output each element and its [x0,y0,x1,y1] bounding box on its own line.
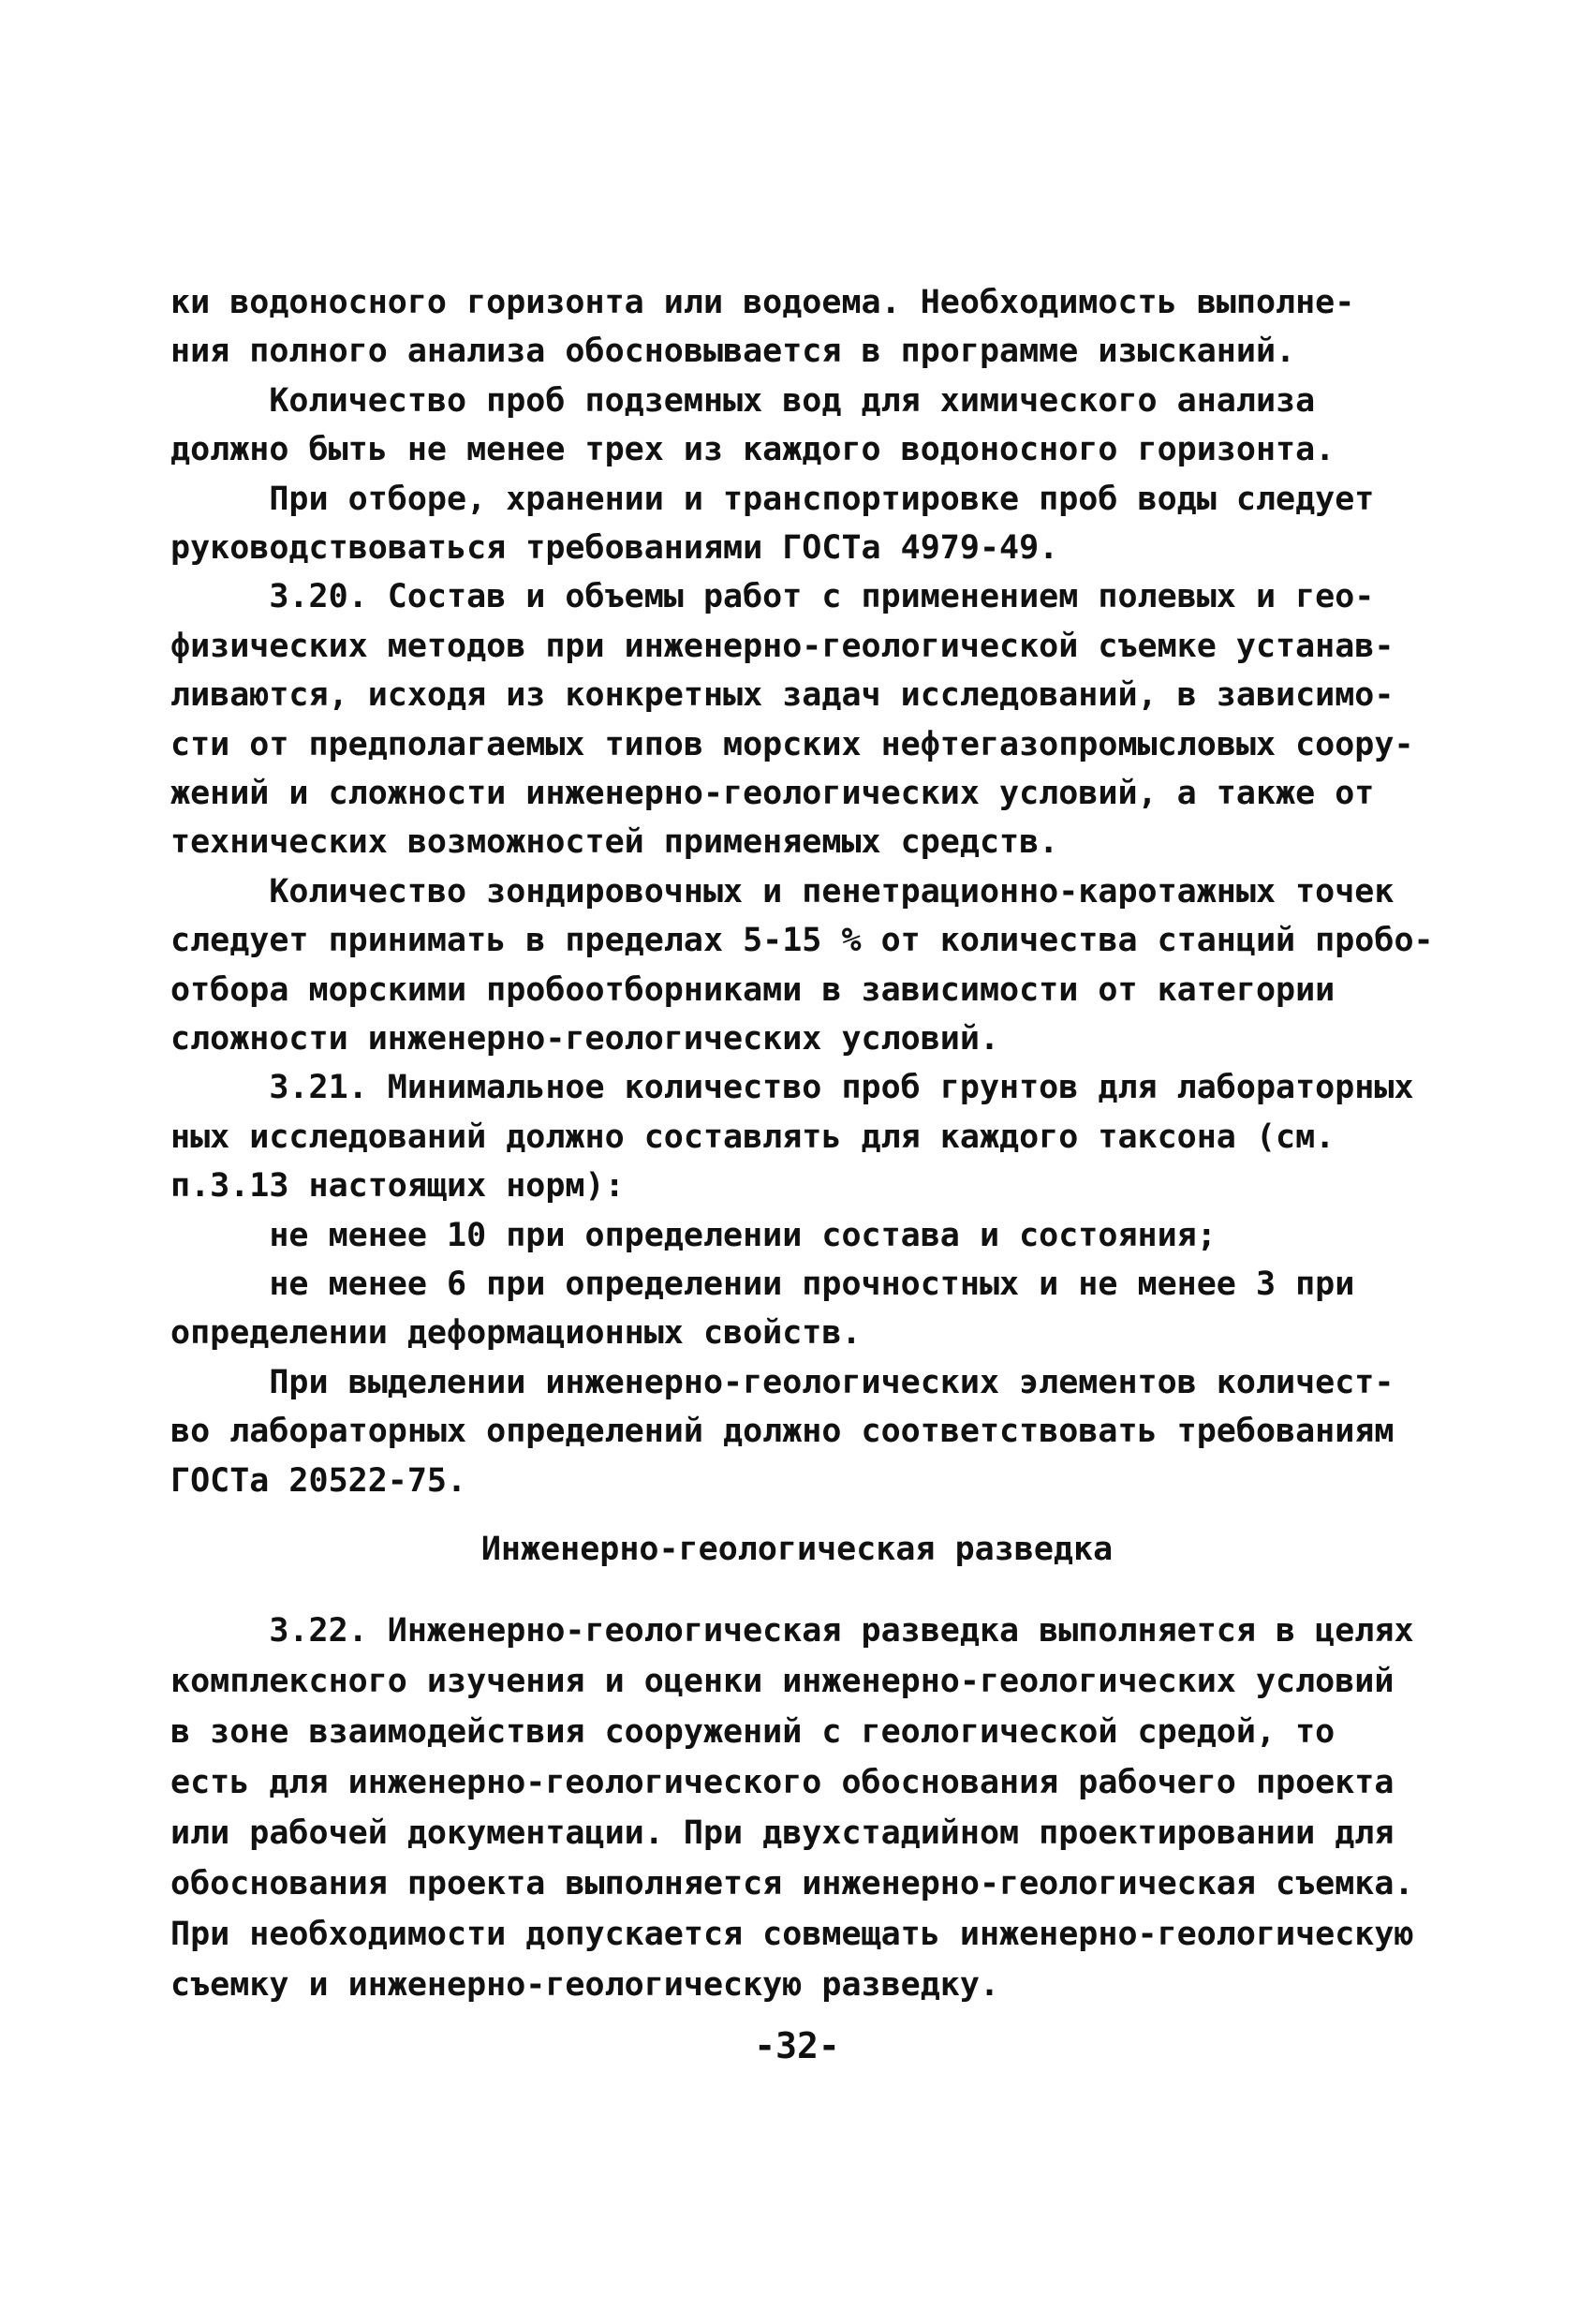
text-line: ния полного анализа обосновывается в программе изысканий. [170,333,1296,370]
page-number: -32- [754,2025,840,2066]
text-line: При необходимости допускается совмещать инженерно-геологическую [170,1916,1414,1953]
text-line: Количество проб подземных вод для химического анализа [170,382,1316,420]
text-line: 3.22. Инженерно-геологическая разведка выполняется в целях [170,1612,1414,1650]
text-line: Количество зондировочных и пенетрационно-каротажных точек [170,873,1395,910]
text-line: При отборе, хранении и транспортировке проб воды следует [170,481,1375,518]
text-line: ных исследований должно составлять для каждого таксона (см. [170,1118,1336,1156]
text-line: сложности инженерно-геологических условий. [170,1020,1000,1058]
text-line: следует принимать в пределах 5-15 % от количества станций пробо- [170,922,1434,959]
text-line: физических методов при инженерно-геологической съемке устанав- [170,628,1395,665]
text-line: в зоне взаимодействия сооружений с геологической средой, то [170,1713,1336,1751]
text-line: технических возможностей применяемых средств. [170,823,1059,861]
text-line: 3.20. Состав и объемы работ с применением полевых и гео- [170,578,1375,615]
text-line: есть для инженерно-геологического обоснования рабочего проекта [170,1764,1395,1801]
text-line: руководствоваться требованиями ГОСТа 4979-49. [170,529,1059,567]
text-line: При выделении инженерно-геологических элементов количест- [170,1364,1395,1401]
text-line: должно быть не менее трех из каждого водоносного горизонта. [170,431,1336,468]
text-line: комплексного изучения и оценки инженерно-геологических условий [170,1663,1395,1700]
text-line: сти от предполагаемых типов морских нефтегазопромысловых соору- [170,726,1414,763]
text-line: не менее 6 при определении прочностных и не менее 3 при [170,1266,1355,1303]
text-line: определении деформационных свойств. [170,1314,862,1352]
text-line: п.3.13 настоящих норм): [170,1167,625,1205]
text-line: не менее 10 при определении состава и состояния; [170,1217,1217,1254]
text-line: съемку и инженерно-геологическую разведку. [170,1966,1000,2004]
text-line: 3.21. Минимальное количество проб грунтов для лабораторных [170,1069,1414,1106]
text-line: обоснования проекта выполняется инженерно-геологическая съемка. [170,1865,1414,1902]
text-line: или рабочей документации. При двухстадийном проектировании для [170,1814,1395,1852]
text-line: ки водоносного горизонта или водоема. Необходимость выполне- [170,284,1355,321]
text-line: ГОСТа 20522-75. [170,1462,467,1500]
text-line: жений и сложности инженерно-геологических условий, а также от [170,775,1375,812]
text-line: во лабораторных определений должно соответствовать требованиям [170,1413,1395,1450]
text-line: ливаются, исходя из конкретных задач исследований, в зависимо- [170,676,1395,714]
text-line: отбора морскими пробоотборниками в зависимости от категории [170,971,1336,1009]
section-heading: Инженерно-геологическая разведка [480,1531,1114,1568]
